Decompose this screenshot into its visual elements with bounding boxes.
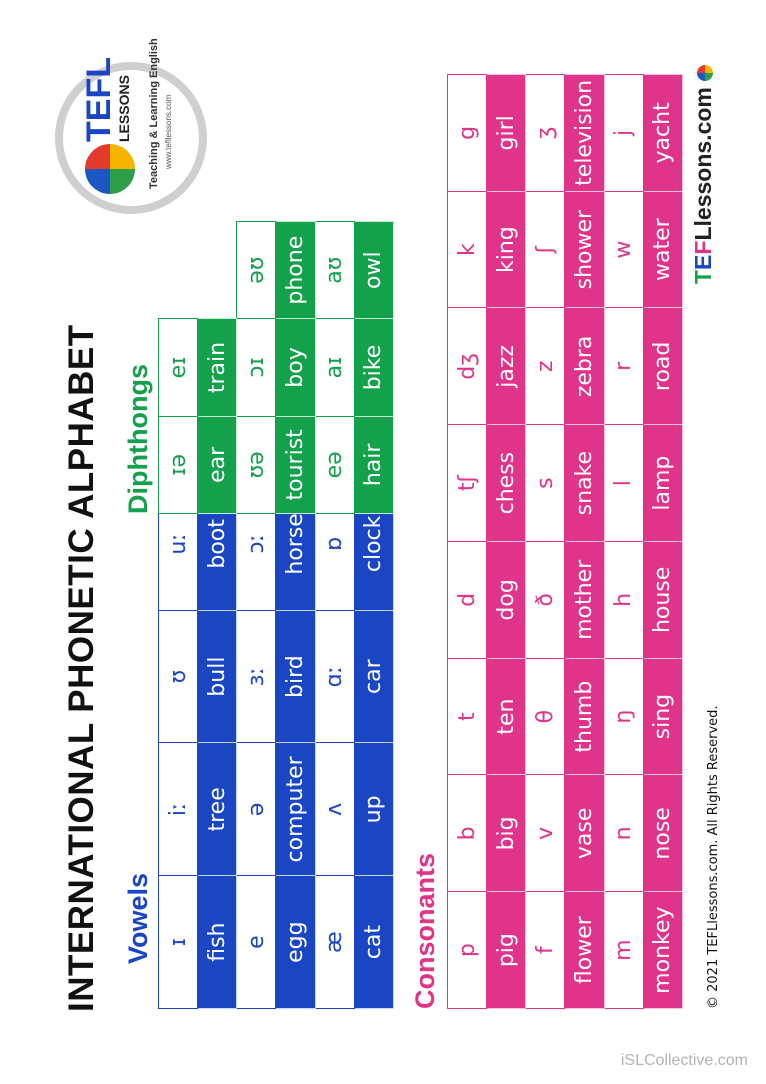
site-part-3: F: [690, 240, 716, 255]
vowel-word: bull: [198, 610, 237, 743]
diphthong-row: [237, 222, 276, 514]
consonant-row: [526, 75, 565, 1009]
logo-url: www.tefllessons.com: [164, 94, 173, 169]
diphthong-symbol: ɪə: [159, 416, 198, 513]
consonant-symbol: t: [448, 658, 487, 775]
diphthong-row: [159, 222, 198, 514]
vowel-word: tree: [198, 743, 237, 876]
consonant-symbol: g: [448, 75, 487, 192]
consonant-symbol: dʒ: [448, 308, 487, 425]
vowel-word: up: [354, 743, 393, 876]
diphthong-empty-cell: [198, 222, 237, 319]
vowel-word: egg: [276, 876, 315, 1009]
vowel-row: [276, 478, 315, 1009]
diphthong-word: train: [198, 319, 237, 416]
consonant-word: pig: [487, 892, 526, 1009]
diphthong-row: [315, 222, 354, 514]
logo-tagline: Teaching & Learning English: [148, 38, 160, 189]
consonant-word: sing: [643, 658, 682, 775]
vowel-symbol: ɔː: [237, 478, 276, 611]
consonant-word: ten: [487, 658, 526, 775]
consonant-symbol: m: [604, 892, 643, 1009]
vowel-word: bird: [276, 610, 315, 743]
diphthong-symbol: ɔɪ: [237, 319, 276, 416]
vowel-word: boot: [198, 478, 237, 611]
vowel-symbol: ə: [237, 743, 276, 876]
consonant-row: [487, 75, 526, 1009]
diphthong-symbol: ʊə: [237, 416, 276, 513]
diphthong-word: phone: [276, 222, 315, 319]
consonant-symbol: p: [448, 892, 487, 1009]
consonant-symbol: h: [604, 542, 643, 659]
consonant-symbol: ð: [526, 542, 565, 659]
consonant-symbol: j: [604, 75, 643, 192]
vowel-row: [315, 478, 354, 1009]
consonant-symbol: w: [604, 191, 643, 308]
consonant-word: thumb: [565, 658, 604, 775]
consonant-row: [604, 75, 643, 1009]
vowel-symbol: æ: [315, 876, 354, 1009]
consonant-symbol: θ: [526, 658, 565, 775]
consonant-row: [448, 75, 487, 1009]
consonant-word: zebra: [565, 308, 604, 425]
consonant-word: road: [643, 308, 682, 425]
consonant-symbol: ŋ: [604, 658, 643, 775]
diphthong-symbol: eɪ: [159, 319, 198, 416]
site-name: [690, 65, 717, 284]
consonant-word: big: [487, 775, 526, 892]
vowel-row: [159, 478, 198, 1009]
consonant-row: [565, 75, 604, 1009]
vowel-word: fish: [198, 876, 237, 1009]
consonant-symbol: f: [526, 892, 565, 1009]
vowel-symbol: uː: [159, 478, 198, 611]
consonant-symbol: b: [448, 775, 487, 892]
diphthong-symbol: eə: [315, 416, 354, 513]
vowel-row: [354, 478, 393, 1009]
consonant-row: [643, 75, 682, 1009]
globe-icon: [85, 144, 135, 194]
vowel-word: clock: [354, 478, 393, 611]
vowel-symbol: iː: [159, 743, 198, 876]
vowel-symbol: ɪ: [159, 876, 198, 1009]
vowel-word: computer: [276, 743, 315, 876]
consonant-word: vase: [565, 775, 604, 892]
consonant-word: house: [643, 542, 682, 659]
site-part-2: E: [690, 254, 716, 270]
vowel-symbol: e: [237, 876, 276, 1009]
vowel-word: car: [354, 610, 393, 743]
consonant-word: king: [487, 191, 526, 308]
consonants-table: [447, 74, 683, 1009]
vowel-symbol: ɒ: [315, 478, 354, 611]
diphthong-word: boy: [276, 319, 315, 416]
diphthong-empty-cell: [159, 222, 198, 319]
diphthong-word: bike: [354, 319, 393, 416]
page-title: INTERNATIONAL PHONETIC ALPHABET: [62, 324, 101, 1012]
copyright: © 2021 TEFLlessons.com. All Rights Reserved.: [706, 705, 721, 1009]
consonant-word: water: [643, 191, 682, 308]
consonant-word: jazz: [487, 308, 526, 425]
diphthong-symbol: əʊ: [237, 222, 276, 319]
diphthongs-table: [158, 221, 394, 514]
logo-brand: TEFL: [80, 57, 118, 142]
site-part-1: T: [690, 269, 716, 284]
consonant-symbol: k: [448, 191, 487, 308]
consonant-word: shower: [565, 191, 604, 308]
consonant-symbol: s: [526, 425, 565, 542]
vowel-symbol: ɑː: [315, 610, 354, 743]
consonant-symbol: z: [526, 308, 565, 425]
diphthong-word: hair: [354, 416, 393, 513]
consonant-word: chess: [487, 425, 526, 542]
watermark: iSLCollective.com: [620, 1052, 748, 1069]
diphthong-word: owl: [354, 222, 393, 319]
consonant-word: nose: [643, 775, 682, 892]
diphthong-row: [276, 222, 315, 514]
site-part-4: Llessons.com: [690, 87, 716, 241]
diphthong-word: ear: [198, 416, 237, 513]
vowel-word: cat: [354, 876, 393, 1009]
consonant-symbol: n: [604, 775, 643, 892]
vowel-row: [198, 478, 237, 1009]
consonant-word: snake: [565, 425, 604, 542]
vowel-symbol: ɜː: [237, 610, 276, 743]
consonant-word: dog: [487, 542, 526, 659]
vowel-symbol: ʌ: [315, 743, 354, 876]
consonant-symbol: v: [526, 775, 565, 892]
consonant-word: yacht: [643, 75, 682, 192]
consonant-symbol: ʃ: [526, 191, 565, 308]
consonant-word: lamp: [643, 425, 682, 542]
consonant-symbol: r: [604, 308, 643, 425]
consonant-symbol: ʒ: [526, 75, 565, 192]
consonant-word: girl: [487, 75, 526, 192]
diphthongs-heading: Diphthongs: [123, 364, 153, 514]
vowel-word: horse: [276, 478, 315, 611]
globe-small-icon: [697, 65, 713, 81]
vowels-table: [158, 477, 394, 1009]
consonant-word: television: [565, 75, 604, 192]
vowel-row: [237, 478, 276, 1009]
diphthong-symbol: aɪ: [315, 319, 354, 416]
consonants-heading: Consonants: [410, 852, 440, 1009]
diphthong-row: [198, 222, 237, 514]
consonant-word: flower: [565, 892, 604, 1009]
consonant-word: mother: [565, 542, 604, 659]
diphthong-symbol: aʊ: [315, 222, 354, 319]
diphthong-row: [354, 222, 393, 514]
consonant-word: monkey: [643, 892, 682, 1009]
diphthong-word: tourist: [276, 416, 315, 513]
logo-sub: LESSONS: [116, 75, 132, 142]
consonant-symbol: tʃ: [448, 425, 487, 542]
vowel-symbol: ʊ: [159, 610, 198, 743]
consonant-symbol: l: [604, 425, 643, 542]
consonant-symbol: d: [448, 542, 487, 659]
vowels-heading: Vowels: [123, 872, 153, 964]
